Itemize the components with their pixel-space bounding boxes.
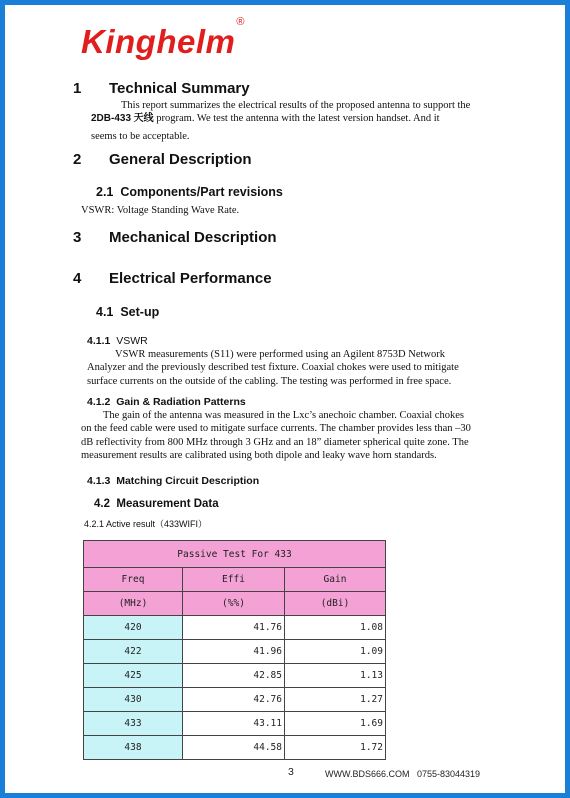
gain-cell: 1.08	[285, 616, 386, 640]
section-4-1-heading: 4.1 Set-up	[96, 305, 160, 319]
header-effi: Effi	[183, 568, 285, 592]
footer-website: WWW.BDS666.COM	[325, 769, 410, 779]
table-row	[84, 640, 386, 664]
table-row	[84, 688, 386, 712]
kinghelm-logo: Kinghelm®	[81, 16, 245, 60]
section-4-2-heading: 4.2 Measurement Data	[94, 498, 219, 510]
page-number: 3	[288, 766, 294, 778]
freq-cell: 422	[84, 640, 183, 664]
section-2-1-paragraph: VSWR: Voltage Standing Wave Rate.	[81, 205, 240, 216]
table-row	[84, 664, 386, 688]
section-2-1-heading: 2.1 Components/Part revisions	[96, 185, 283, 199]
table-row	[84, 712, 386, 736]
section-4-1-2-paragraph: The gain of the antenna was measured in the Lxc’s anechoic chamber. Coaxial chokes on the feed cable were used to mitigate surface currents. The chamber provides less than –30 dB reflectivity from 800 MHz through 3 GHz and an 18” diameter spherical quite zone. The measurement results are calibrated using both dipole and leaky wave horn standards.	[81, 410, 471, 462]
effi-cell: 42.85	[183, 664, 285, 688]
effi-cell: 44.58	[183, 736, 285, 760]
unit-freq: (MHz)	[84, 592, 183, 616]
table-row	[84, 736, 386, 760]
section-4-1-1-paragraph: VSWR measurements (S11) were performed using an Agilent 8753D Network Analyzer and the previously described test fixture. Coaxial chokes were used to mitigate surface currents on the outside of the cabling. The testing was performed in free space.	[87, 349, 459, 387]
effi-cell: 41.76	[183, 616, 285, 640]
unit-effi: (%%)	[183, 592, 285, 616]
freq-cell: 420	[84, 616, 183, 640]
section-4-1-1-heading: 4.1.1 VSWR	[87, 335, 148, 347]
section-1-paragraph: This report summarizes the electrical results of the proposed antenna to support the 2DB-433 天线 program. We test the antenna with the latest version handset. And it seems to be acceptable.	[91, 100, 471, 142]
header-freq: Freq	[84, 568, 183, 592]
freq-cell: 425	[84, 664, 183, 688]
footer-phone: 0755-83044319	[417, 769, 481, 779]
header-gain: Gain	[285, 568, 386, 592]
freq-cell: 438	[84, 736, 183, 760]
freq-cell: 430	[84, 688, 183, 712]
gain-cell: 1.72	[285, 736, 386, 760]
gain-cell: 1.13	[285, 664, 386, 688]
effi-cell: 41.96	[183, 640, 285, 664]
effi-cell: 43.11	[183, 712, 285, 736]
effi-cell: 42.76	[183, 688, 285, 712]
section-4-2-1-caption: 4.2.1 Active result（433WIFI）	[84, 519, 208, 529]
unit-gain: (dBi)	[285, 592, 386, 616]
gain-cell: 1.69	[285, 712, 386, 736]
table-title: Passive Test For 433	[84, 541, 386, 568]
passive-test-table	[83, 540, 386, 760]
freq-cell: 433	[84, 712, 183, 736]
gain-cell: 1.27	[285, 688, 386, 712]
table-row	[84, 616, 386, 640]
document-page: Kinghelm® 1 Technical Summary This report summarizes the electrical results of the proposed antenna to support the 2DB-433 天线 program. We test the antenna with the latest version handset. And it seems to be acceptable. 2 General Description 2.1 Components/Part revisions VSWR: Voltage Standing Wave Rate. 3 Mechanical Description 4 Electrical Performance 4.1 Set-up 4.1.1 VSWR VSWR measurements (S11) were performed using an Agilent 8753D Network Analyzer and the previously described test fixture. Coaxial chokes were used to mitigate surface currents on the outside of the cabling. The testing was performed in free space. 4.1.2 Gain & Radiation Patterns The gain of the antenna was measured in the Lxc’s anechoic chamber. Coaxial chokes on the feed cable were used to mitigate surface currents. The chamber provides less than –30 dB reflectivity from 800 MHz through 3 GHz and an 18” diameter spherical quite zone. The measurement results are calibrated using both dipole and leaky wave horn standards. 4.1.3 Matching Circuit Description 4.2 Measurement Data 4.2.1 Active result（433WIFI） Passive Test For 433 Freq Effi Gain (MHz) (%%) (dBi) 420 41.76 1.08 422 41.96 1.09 425 42.85 1.13 430 42.76 1.27 433 43.11 1.69 438 44.58 1.72 3 WWW.BDS666.COM 0755-83044319	[5, 5, 565, 793]
section-4-1-2-heading: 4.1.2 Gain & Radiation Patterns	[87, 396, 246, 408]
gain-cell: 1.09	[285, 640, 386, 664]
section-4-1-3-heading: 4.1.3 Matching Circuit Description	[87, 475, 260, 487]
